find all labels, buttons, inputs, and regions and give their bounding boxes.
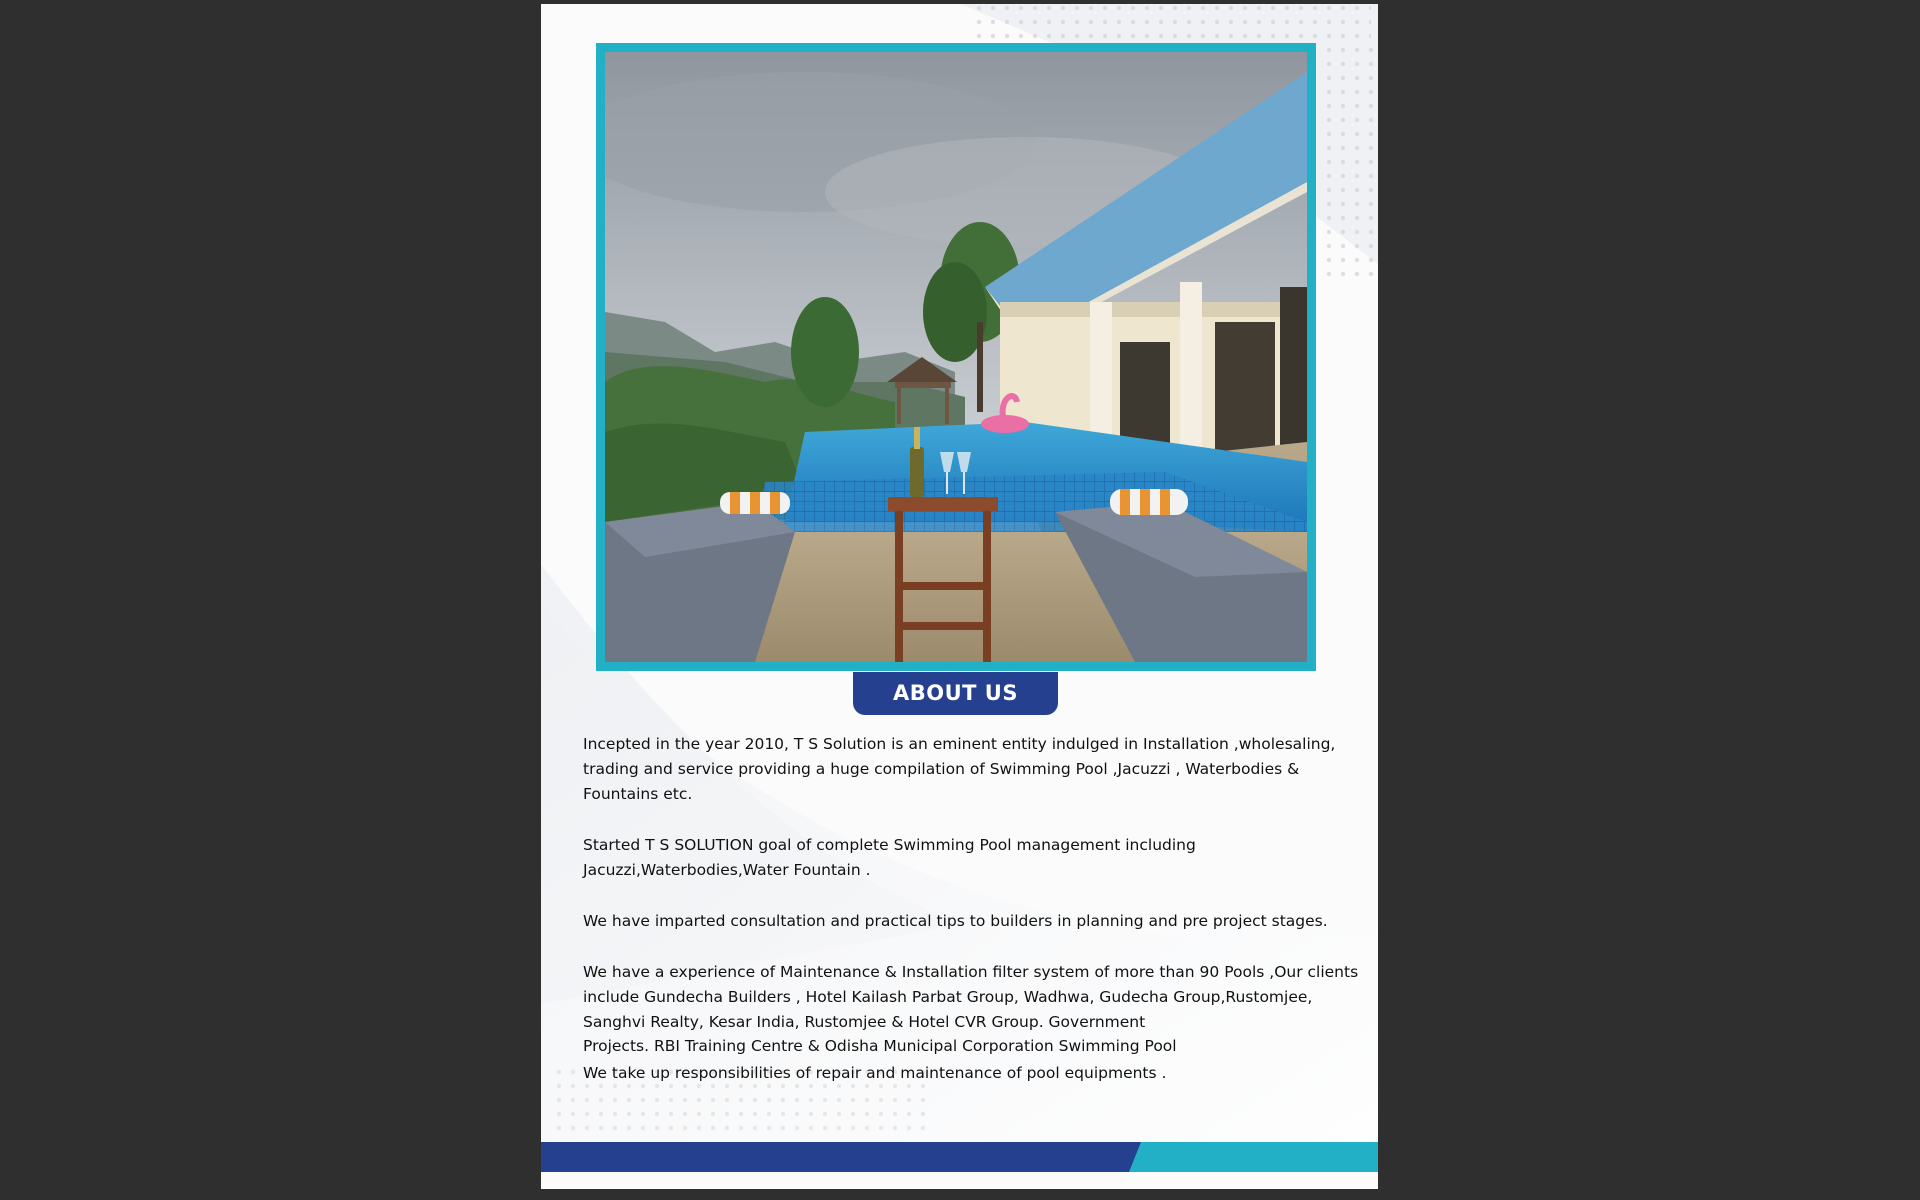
- pool-villa-photo: [605, 52, 1307, 662]
- photo-frame: [596, 43, 1316, 671]
- paragraph-intro: Incepted in the year 2010, T S Solution is an eminent entity indulged in Installation ,wholesaling, trading and service providing a huge compilation of Swimming Pool ,Jacuzzi , Waterbodies & Fountains etc.: [583, 735, 1336, 803]
- footer-teal-band: [1129, 1142, 1378, 1172]
- footer-color-bar: [541, 1142, 1378, 1172]
- paragraph-experience: We have a experience of Maintenance & Installation filter system of more than 90 Pools ,Our clients include Gundecha Builders , Hotel Kailash Parbat Group, Wadhwa, Gudecha Group,Rustomjee, Sanghvi Realty, Kesar India, Rustomjee & Hotel CVR Group. Government: [583, 963, 1359, 1031]
- paragraph-consultation: We have imparted consultation and practical tips to builders in planning and pre project stages.: [583, 912, 1328, 930]
- about-us-heading: ABOUT US: [853, 672, 1058, 715]
- paragraph-goal: Started T S SOLUTION goal of complete Swimming Pool management including Jacuzzi,Waterbodies,Water Fountain .: [583, 836, 1196, 879]
- paragraph-responsibilities: We take up responsibilities of repair and maintenance of pool equipments .: [583, 1064, 1167, 1082]
- brochure-page: [541, 4, 1378, 1189]
- paragraph-experience-continued: Projects. RBI Training Centre & Odisha Municipal Corporation Swimming Pool: [583, 1037, 1177, 1055]
- pool-villa-illustration: [605, 52, 1307, 662]
- about-us-body: [583, 732, 1363, 1086]
